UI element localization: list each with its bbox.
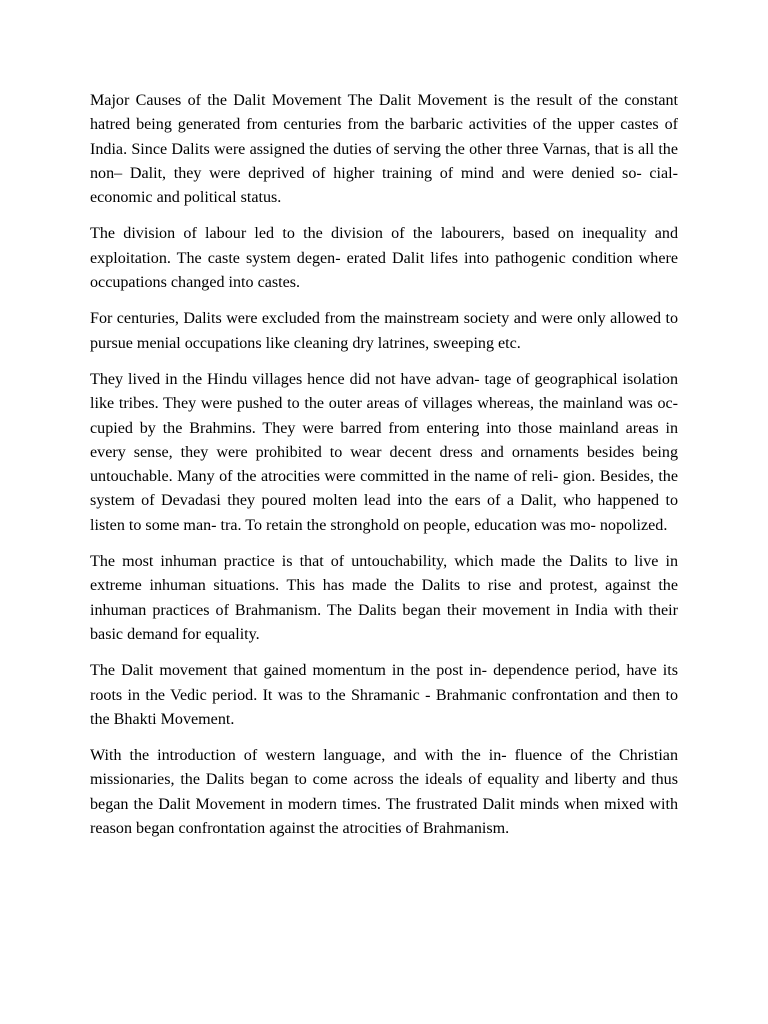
paragraph-hindu-villages: They lived in the Hindu villages hence did not have advan- tage of geographical isolation like tribes. They were pushed to the outer areas of villages whereas, the mainland was oc- cupied by the Brahmins. They were barred from entering into those mainland areas in every sense, they were prohibited to wear decent dress and ornaments besides being untouchable. Many of the atrocities were committed in the name of reli- gion. Besides, the system of Devadasi they poured molten lead into the ears of a Dalit, who happened to listen to some man- tra. To retain the stronghold on people, education was mo- nopolized. — [90, 370, 678, 534]
paragraph-dalit-movement-causes: Major Causes of the Dalit Movement The Dalit Movement is the result of the constant hatred being generated from centuries from the barbaric activities of the upper castes of India. Since Dalits were assigned the duties of serving the other three Varnas, that is all the non– Dalit, they were deprived of higher training of mind and were denied so- cial-economic and political status. — [90, 92, 678, 207]
paragraph-western-influence: With the introduction of western language, and with the in- fluence of the Christian missionaries, the Dalits began to come across the ideals of equality and liberty and thus began the Dalit Movement in modern times. The frustrated Dalit minds when mixed with reason began confrontation against the atrocities of Brahmanism. — [90, 747, 678, 838]
paragraph-untouchability: The most inhuman practice is that of untouchability, which made the Dalits to live in extreme inhuman situations. This has made the Dalits to rise and protest, against the inhuman practices of Brahmanism. The Dalits began their movement in India with their basic demand for equality. — [90, 553, 678, 643]
paragraph-division-of-labour: The division of labour led to the division of the labourers, based on inequality and exploitation. The caste system degen- erated Dalit lifes into pathogenic condition where occupations changed into castes. — [90, 225, 678, 292]
paragraph-exclusion: For centuries, Dalits were excluded from the mainstream society and were only allowed to pursue menial occupations like cleaning dry latrines, sweeping etc. — [90, 310, 678, 352]
paragraph-post-independence: The Dalit movement that gained momentum in the post in- dependence period, have its roots in the Vedic period. It was to the Shramanic - Brahmanic confrontation and then to the Bhakti Movement. — [90, 662, 678, 728]
